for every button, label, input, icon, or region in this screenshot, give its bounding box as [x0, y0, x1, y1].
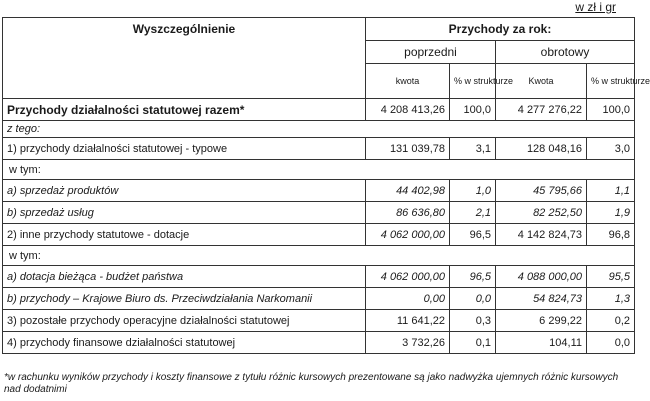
row-label: 4) przychody finansowe działalności statutowej: [3, 332, 366, 354]
row-label: w tym:: [3, 246, 635, 266]
row-label: Przychody działalności statutowej razem*: [3, 99, 366, 121]
curr-pct: 100,0: [587, 99, 635, 121]
curr-amount: 4 277 276,22: [496, 99, 587, 121]
prev-amount: 11 641,22: [366, 310, 450, 332]
curr-amount: 4 142 824,73: [496, 224, 587, 246]
prev-pct: 0,0: [450, 288, 496, 310]
table-row: [3, 224, 635, 246]
table-row: [3, 180, 635, 202]
table-row: [3, 202, 635, 224]
table-row: [3, 266, 635, 288]
curr-amount: 6 299,22: [496, 310, 587, 332]
prev-amount: 4 062 000,00: [366, 224, 450, 246]
prev-pct: 96,5: [450, 224, 496, 246]
prev-pct: 1,0: [450, 180, 496, 202]
table-row: [3, 121, 635, 138]
row-label: b) sprzedaż usług: [3, 202, 366, 224]
header-prev-pct: % w strukturze: [450, 64, 496, 99]
prev-pct: 100,0: [450, 99, 496, 121]
row-label: w tym:: [3, 160, 635, 180]
curr-amount: 128 048,16: [496, 138, 587, 160]
revenue-table: [2, 17, 650, 354]
prev-amount: 44 402,98: [366, 180, 450, 202]
curr-pct: 3,0: [587, 138, 635, 160]
header-row-1: [3, 18, 635, 41]
header-revenue-group: Przychody za rok:: [366, 18, 635, 41]
table-row: [3, 332, 635, 354]
row-label: b) przychody – Krajowe Biuro ds. Przeciwdziałania Narkomanii: [3, 288, 366, 310]
table-row: [3, 246, 635, 266]
row-label: 3) pozostałe przychody operacyjne działalności statutowej: [3, 310, 366, 332]
curr-amount: 104,11: [496, 332, 587, 354]
prev-amount: 3 732,26: [366, 332, 450, 354]
prev-pct: 2,1: [450, 202, 496, 224]
curr-pct: 0,2: [587, 310, 635, 332]
header-curr-amount: Kwota: [496, 64, 587, 99]
curr-amount: 45 795,66: [496, 180, 587, 202]
prev-pct: 96,5: [450, 266, 496, 288]
prev-amount: 0,00: [366, 288, 450, 310]
table-row: [3, 310, 635, 332]
table-row: [3, 160, 635, 180]
curr-amount: 4 088 000,00: [496, 266, 587, 288]
row-label: a) sprzedaż produktów: [3, 180, 366, 202]
curr-pct: 0,0: [587, 332, 635, 354]
table-row: [3, 99, 635, 121]
prev-amount: 4 208 413,26: [366, 99, 450, 121]
row-label: z tego:: [3, 121, 635, 138]
row-label: a) dotacja bieżąca - budżet państwa: [3, 266, 366, 288]
unit-label: w zł i gr: [575, 0, 616, 14]
header-previous-year: poprzedni: [366, 41, 496, 64]
curr-pct: 95,5: [587, 266, 635, 288]
prev-pct: 3,1: [450, 138, 496, 160]
header-curr-pct: % w strukturze: [587, 64, 635, 99]
curr-amount: 82 252,50: [496, 202, 587, 224]
prev-amount: 4 062 000,00: [366, 266, 450, 288]
prev-amount: 86 636,80: [366, 202, 450, 224]
footnote: *w rachunku wyników przychody i koszty finansowe z tytułu różnic kursowych prezentowane są jako nadwyżka ujemnych różnic kursowych nad dodatnimi: [4, 372, 619, 395]
prev-pct: 0,1: [450, 332, 496, 354]
curr-pct: 1,1: [587, 180, 635, 202]
header-description: Wyszczególnienie: [3, 18, 366, 99]
curr-pct: 1,3: [587, 288, 635, 310]
prev-pct: 0,3: [450, 310, 496, 332]
curr-pct: 1,9: [587, 202, 635, 224]
curr-pct: 96,8: [587, 224, 635, 246]
header-current-year: obrotowy: [496, 41, 635, 64]
header-prev-amount: kwota: [366, 64, 450, 99]
curr-amount: 54 824,73: [496, 288, 587, 310]
row-label: 1) przychody działalności statutowej - typowe: [3, 138, 366, 160]
table-row: [3, 138, 635, 160]
prev-amount: 131 039,78: [366, 138, 450, 160]
table-row: [3, 288, 635, 310]
row-label: 2) inne przychody statutowe - dotacje: [3, 224, 366, 246]
